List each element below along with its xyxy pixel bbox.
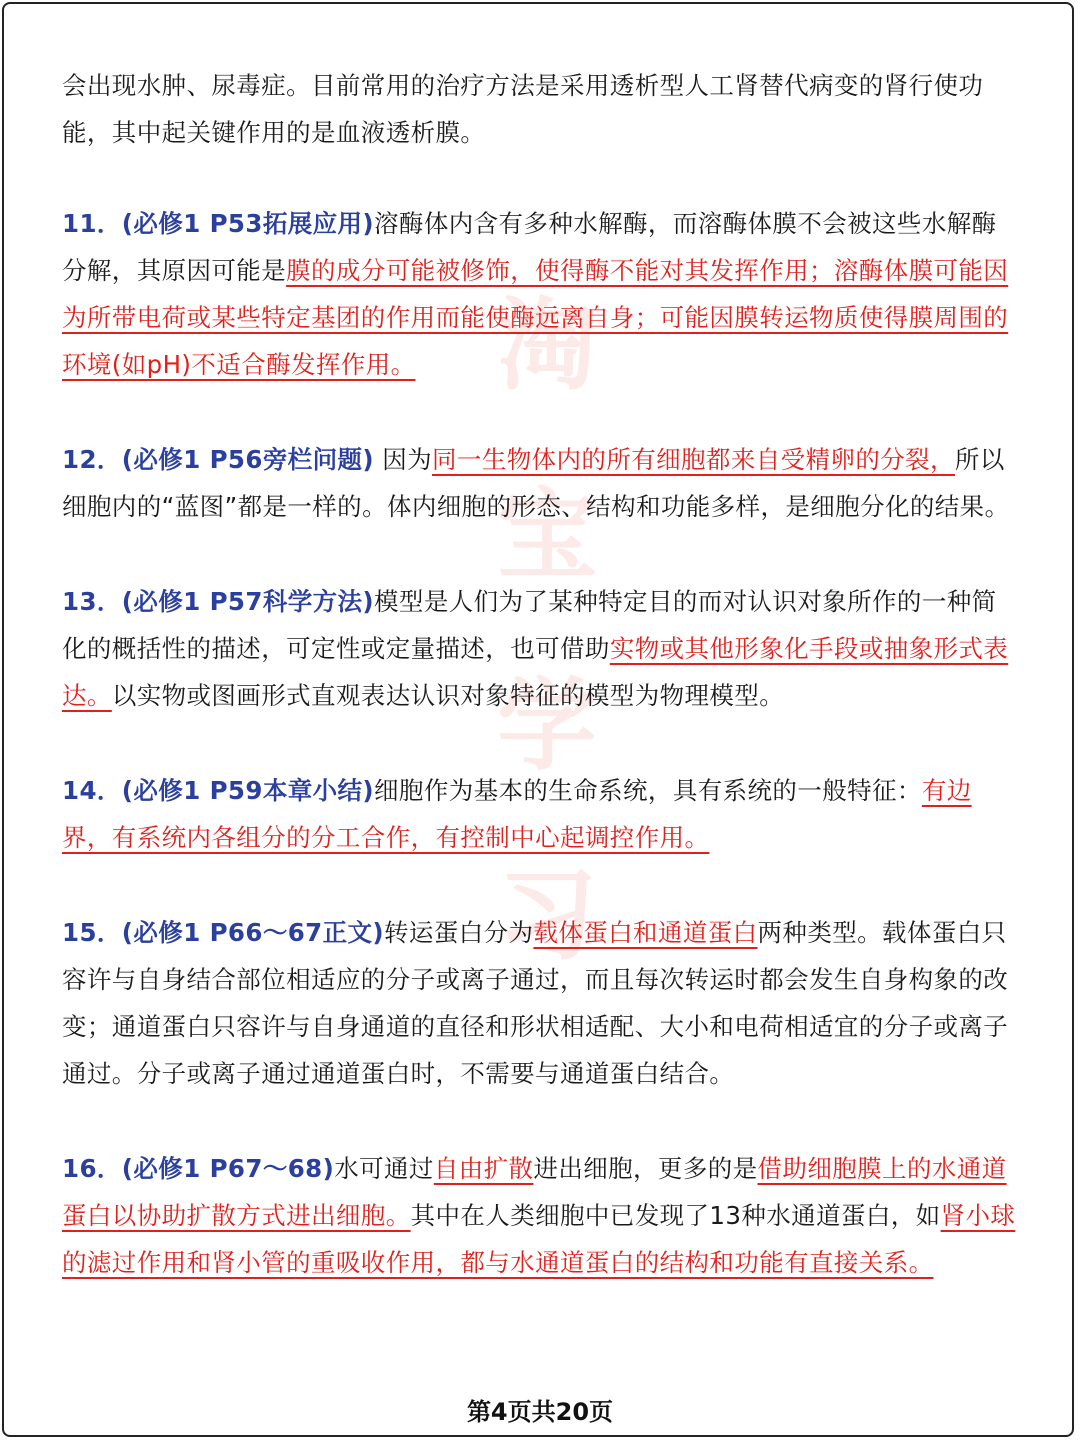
watermark-char: 淘 — [497, 286, 597, 404]
item-13 — [62, 578, 1018, 719]
body-text: 所以细胞内的“蓝图”都是一样的。体内细胞的形态、结构和功能多样，是细胞分化的结果。 — [62, 445, 1010, 521]
answer-text: 肾小球的滤过作用和肾小管的重吸收作用，都与水通道蛋白的结构和功能有直接关系。 — [62, 1201, 1016, 1277]
body-text: 会出现水肿、尿毒症。目前常用的治疗方法是采用透析型人工肾替代病变的肾行使功能，其中起关键作用的是血液透析膜。 — [62, 71, 984, 147]
item-reference: 13．(必修1 P57科学方法) — [62, 587, 375, 616]
body-text: 进出细胞，更多的是 — [533, 1154, 758, 1183]
body-text: 其中在人类细胞中已发现了13种水通道蛋白，如 — [410, 1201, 941, 1230]
item-11 — [62, 200, 1018, 388]
body-text: 水可通过 — [334, 1154, 434, 1183]
item-reference: 15．(必修1 P66～67正文) — [62, 918, 385, 947]
body-text: 模型是人们为了某种特定目的而对认识对象所作的一种简化的概括性的描述，可定性或定量描述，也可借助 — [62, 587, 997, 663]
watermark-char: 学 — [497, 666, 597, 784]
body-text: 以实物或图画形式直观表达认识对象特征的模型为物理模型。 — [111, 681, 785, 710]
document-body — [62, 62, 1018, 1334]
answer-text: 自由扩散 — [433, 1154, 534, 1183]
body-text: 转运蛋白分为 — [384, 918, 534, 947]
answer-text: 膜的成分可能被修饰，使得酶不能对其发挥作用；溶酶体膜可能因为所带电荷或某些特定基团的作用而能使酶远离自身；可能因膜转运物质使得膜周围的环境(如pH)不适合酶发挥作用。 — [62, 256, 1009, 379]
item-reference: 11．(必修1 P53拓展应用) — [62, 209, 375, 238]
answer-text: 有边界，有系统内各组分的分工合作，有控制中心起调控作用。 — [62, 776, 972, 852]
paragraph-10-continuation — [62, 62, 1018, 156]
body-text: 因为 — [374, 445, 433, 474]
body-text: 溶酶体内含有多种水解酶，而溶酶体膜不会被这些水解酶分解，其原因可能是 — [62, 209, 997, 285]
item-14 — [62, 767, 1018, 861]
answer-text: 载体蛋白和通道蛋白 — [533, 918, 758, 947]
body-text: 两种类型。载体蛋白只容许与自身结合部位相适应的分子或离子通过，而且每次转运时都会发生自身构象的改变；通道蛋白只容许与自身通道的直径和形状相适配、大小和电荷相适宜的分子或离子通过。分子或离子通过通道蛋白时，不需要与通道蛋白结合。 — [62, 918, 1009, 1088]
answer-text: 借助细胞膜上的水通道蛋白以协助扩散方式进出细胞。 — [62, 1154, 1007, 1230]
item-reference: 16．(必修1 P67～68) — [62, 1154, 335, 1183]
watermark-char: 宝 — [497, 476, 597, 594]
page-number: 第4页共20页 — [466, 1398, 614, 1426]
item-reference: 12．(必修1 P56旁栏问题) — [62, 445, 375, 474]
body-text: 细胞作为基本的生命系统，具有系统的一般特征： — [374, 776, 922, 805]
item-16 — [62, 1145, 1018, 1286]
answer-text: 同一生物体内的所有细胞都来自受精卵的分裂， — [432, 445, 955, 474]
watermark-char: 习 — [497, 856, 597, 974]
item-12 — [62, 436, 1018, 530]
answer-text: 实物或其他形象化手段或抽象形式表达。 — [62, 634, 1009, 710]
item-15 — [62, 909, 1018, 1097]
item-reference: 14．(必修1 P59本章小结) — [62, 776, 375, 805]
